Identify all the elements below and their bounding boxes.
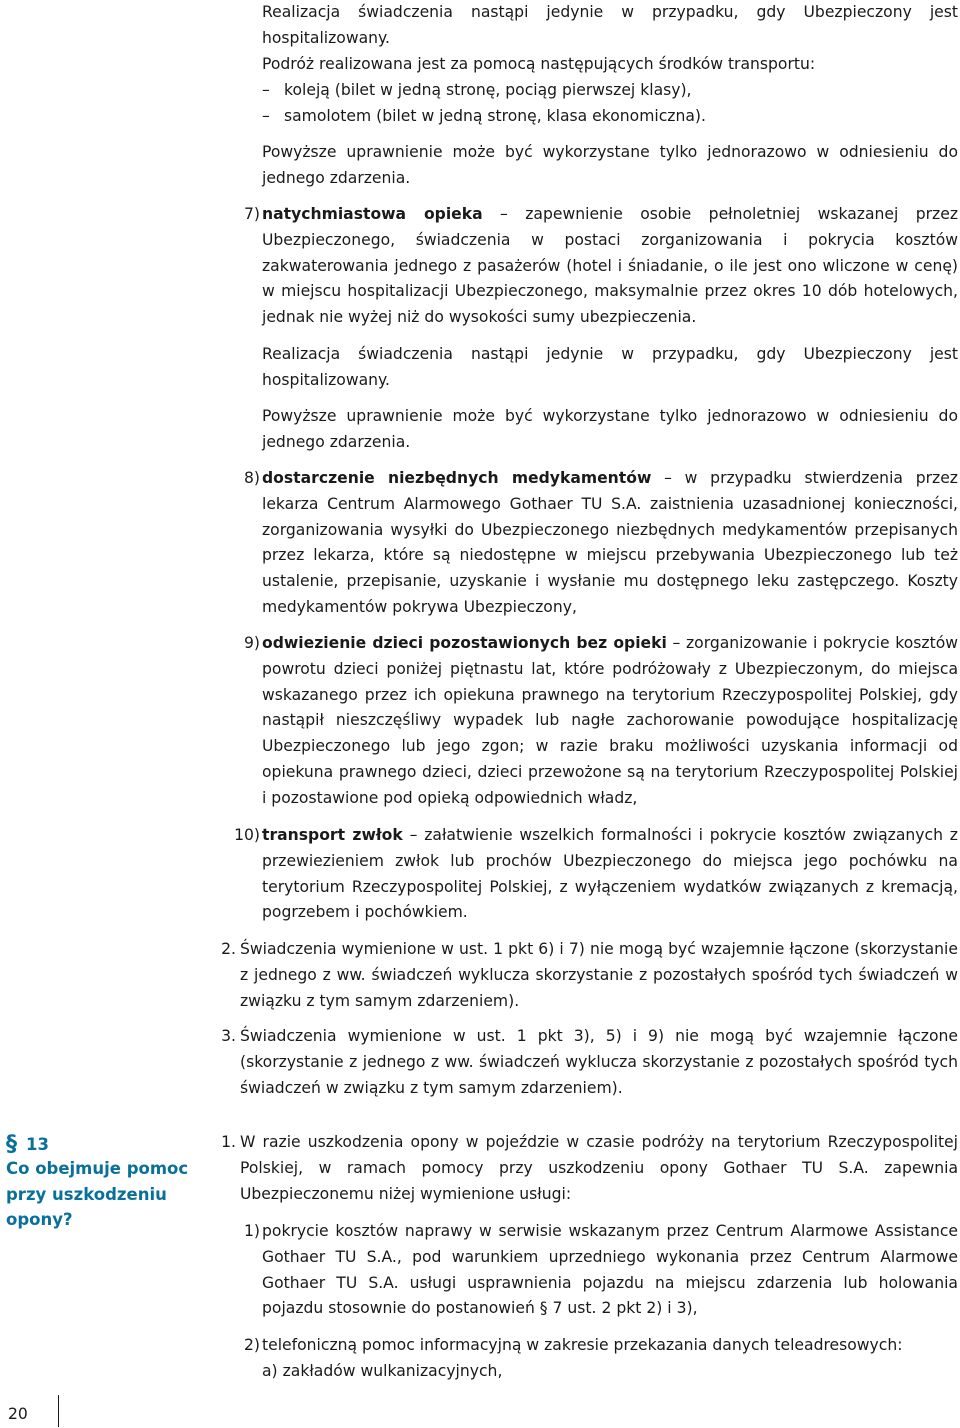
item-8-body: – w przypadku stwierdzenia przez lekarza Centrum Alarmowego Gothaer TU S.A. zaistnienia uzasadnionej konieczności, zorganizowania wysyłki do Ubezpieczonego niezbędnych medykamentów przepisanych przez lekarza, które są niedostępne w miejscu przebywania Ubezpieczonego lub też ustalenie, przepisanie, uzyskanie i wysłanie mu dostępnego leku zastępczego. Koszty medykamentów pokrywa Ubezpieczony, <box>262 469 958 616</box>
paragraph-hospitalization-note: Realizacja świadczenia nastąpi jedynie w przypadku, gdy Ubezpieczony jest hospitalizowany. <box>262 3 958 47</box>
section-13-sub-2-a: a) zakładów wulkanizacyjnych, <box>262 1362 503 1380</box>
item-number-8: 8) <box>243 469 260 487</box>
item-8-text <box>262 466 958 621</box>
list-item-train: koleją (bilet w jedną stronę, pociąg pierwszej klasy), <box>284 81 692 99</box>
section-symbol: § <box>6 1132 17 1157</box>
item-number-9: 9) <box>243 634 260 652</box>
item-7-hospitalization-note: Realizacja świadczenia nastąpi jedynie w przypadku, gdy Ubezpieczony jest hospitalizowany. <box>262 345 958 389</box>
section-13-sub-2-text: telefoniczną pomoc informacyjną w zakresie przekazania danych teleadresowych: <box>262 1336 903 1354</box>
item-9-body: – zorganizowanie i pokrycie kosztów powrotu dzieci poniżej piętnastu lat, które podróżowały z Ubezpieczonym, do miejsca wskazanego przez ich opiekuna prawnego na terytorium Rzeczypospolitej Polskiej, gdy nastąpił nieszczęśliwy wypadek lub nagłe zachorowanie powodujące hospitalizację Ubezpieczonego lub jego zgon; w razie braku możliwości uzyskania informacji od opiekuna prawnego dzieci, dzieci przewożone są na terytorium Rzeczypospolitej Polskiej i pozostawione pod opieką odpowiednich władz, <box>262 634 958 807</box>
item-8-title: dostarczenie niezbędnych medykamentów <box>262 469 652 487</box>
list-item-plane: samolotem (bilet w jedną stronę, klasa ekonomiczna). <box>284 107 706 125</box>
point-2-text: Świadczenia wymienione w ust. 1 pkt 6) i 7) nie mogą być wzajemnie łączone (skorzystanie z jednego z ww. świadczeń wyklucza skorzystanie z pozostałych spośród tych świadczeń w związku z tym samym zdarzeniem). <box>240 940 958 1010</box>
item-10-body: – załatwienie wszelkich formalności i pokrycie kosztów związanych z przewiezieniem zwłok lub prochów Ubezpieczonego do miejsca jego pochówku na terytorium Rzeczypospolitej Polskiej, z wyłączeniem wydatków związanych z kremacją, pogrzebem i pochówkiem. <box>262 826 958 922</box>
section-13-sub-1-text: pokrycie kosztów naprawy w serwisie wskazanym przez Centrum Alarmowe Assistance Gothaer TU S.A., pod warunkiem uprzedniego wykonania przez Centrum Alarmowe Gothaer TU S.A. usługi usprawnienia pojazdu na miejscu zdarzenia lub holowania pojazdu stosownie do postanowień § 7 ust. 2 pkt 2) i 3), <box>262 1222 958 1318</box>
item-7-text <box>262 202 958 331</box>
item-7-title: natychmiastowa opieka <box>262 205 483 223</box>
item-7-one-time-use: Powyższe uprawnienie może być wykorzystane tylko jednorazowo w odniesieniu do jednego zdarzenia. <box>262 407 958 451</box>
item-number-7: 7) <box>243 205 260 223</box>
section-title: Co obejmuje pomoc przy uszkodzeniu opony? <box>6 1159 189 1229</box>
page-number-divider <box>58 1395 59 1427</box>
point-number-2: 2. <box>221 940 236 958</box>
point-3-text: Świadczenia wymienione w ust. 1 pkt 3), 5) i 9) nie mogą być wzajemnie łączone (skorzystanie z jednego z ww. świadczeń wyklucza skorzystanie z pozostałych spośród tych świadczeń w związku z tym samym zdarzeniem). <box>240 1027 958 1097</box>
section-13-point-number-1: 1. <box>221 1133 236 1151</box>
item-10-title: transport zwłok <box>262 826 403 844</box>
item-9-title: odwiezienie dzieci pozostawionych bez opieki <box>262 634 667 652</box>
dash-bullet: – <box>262 81 270 99</box>
item-10-text <box>262 823 958 926</box>
section-number: 13 <box>26 1135 49 1154</box>
section-13-sub-number-2: 2) <box>243 1336 260 1354</box>
item-number-10: 10) <box>234 826 260 844</box>
point-number-3: 3. <box>221 1027 236 1045</box>
item-7-body: – zapewnienie osobie pełnoletniej wskazanej przez Ubezpieczonego, świadczenia w postaci zorganizowania i pokrycia kosztów zakwaterowania jednego z pasażerów (hotel i śniadanie, o ile jest ono wliczone w cenę) w miejscu hospitalizacji Ubezpieczonego, maksymalnie przez okres 10 dób hotelowych, jednak nie wyżej niż do wysokości sumy ubezpieczenia. <box>262 205 959 327</box>
dash-bullet: – <box>262 107 270 125</box>
paragraph-one-time-use: Powyższe uprawnienie może być wykorzystane tylko jednorazowo w odniesieniu do jednego zdarzenia. <box>262 143 958 187</box>
section-13-sub-number-1: 1) <box>243 1222 260 1240</box>
section-13-point-1-text: W razie uszkodzenia opony w pojeździe w czasie podróży na terytorium Rzeczypospolitej Polskiej, w ramach pomocy przy uszkodzeniu opony Gothaer TU S.A. zapewnia Ubezpieczonemu niżej wymienione usługi: <box>240 1133 958 1203</box>
paragraph-transport-means: Podróż realizowana jest za pomocą następujących środków transportu: <box>262 55 816 73</box>
page-number: 20 <box>8 1405 28 1423</box>
item-9-text <box>262 631 958 812</box>
